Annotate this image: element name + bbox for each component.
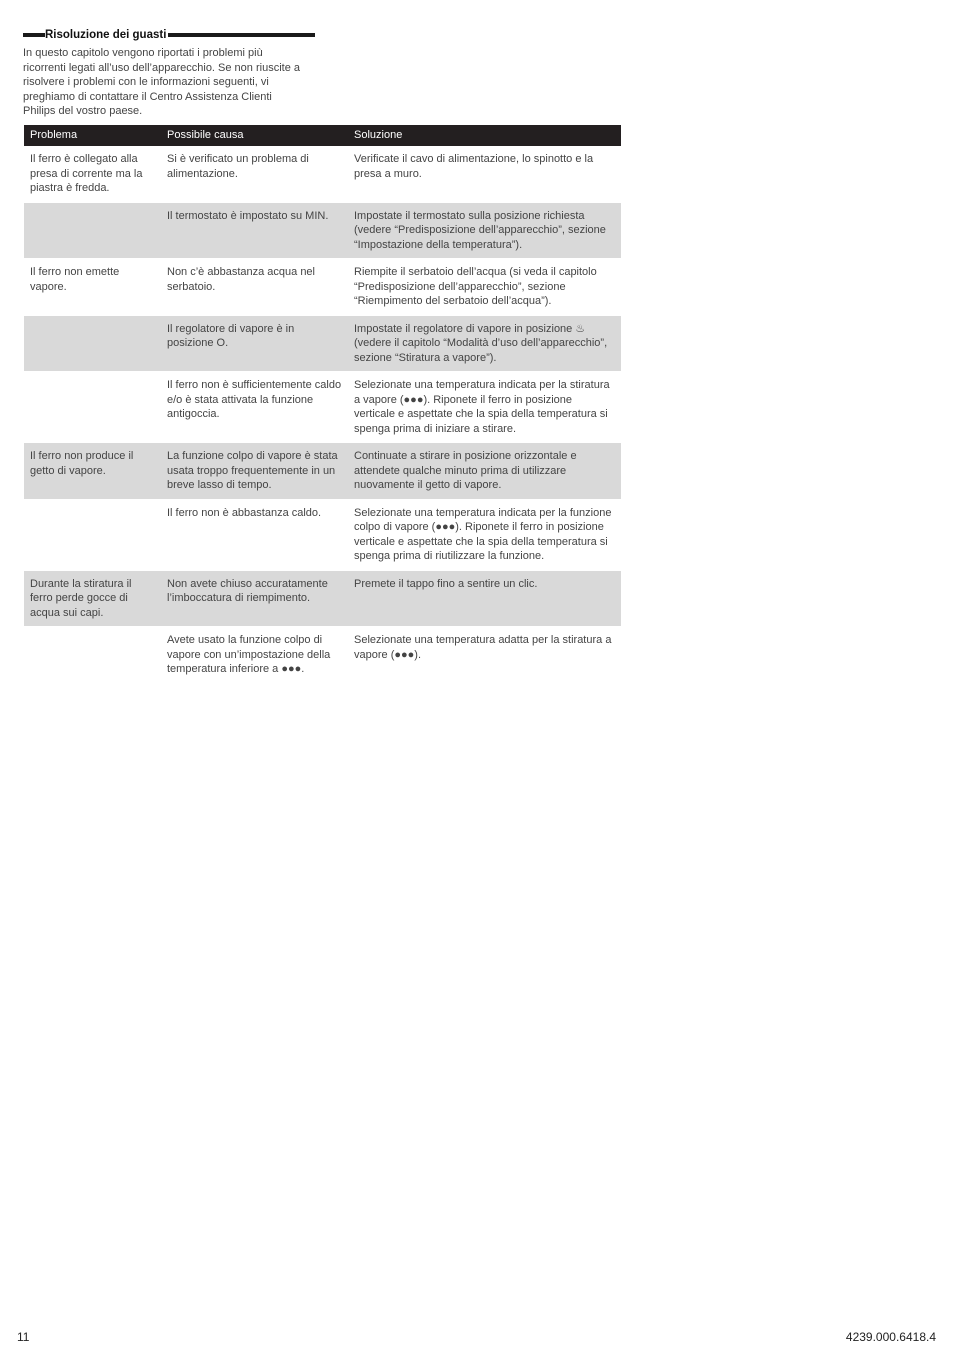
intro-paragraph: In questo capitolo vengono riportati i problemi più ricorrenti legati all’uso dell’apparecchio. Se non riuscite a risolvere i problemi con le informazioni seguenti, vi preghiamo di contattare il Centro Assistenza Clienti Philips del vostro paese. <box>23 47 300 117</box>
problem-cell <box>24 202 161 259</box>
table-row <box>24 570 621 627</box>
solution-cell: Impostate il termostato sulla posizione richiesta (vedere “Predisposizione dell’apparecchio”, sezione “Impostazione della temperatura”). <box>348 202 621 259</box>
cause-cell: Il regolatore di vapore è in posizione O. <box>161 315 348 372</box>
table-row <box>24 202 621 259</box>
section-title: Risoluzione dei guasti <box>45 29 167 41</box>
problem-cell: Il ferro non produce il getto di vapore. <box>24 443 161 500</box>
page-number: 11 <box>17 1330 30 1344</box>
cause-cell: La funzione colpo di vapore è stata usata troppo frequentemente in un breve lasso di tempo. <box>161 443 348 500</box>
table-row <box>24 146 621 202</box>
table-row <box>24 627 621 684</box>
solution-cell: Selezionate una temperatura indicata per la funzione colpo di vapore (●●●). Riponete il ferro in posizione verticale e aspettate che la spia della temperatura si spenga prima di riutilizzare la funzione. <box>348 499 621 570</box>
problem-cell <box>24 315 161 372</box>
problem-cell: Durante la stiratura il ferro perde gocce di acqua sui capi. <box>24 570 161 627</box>
cause-cell: Il ferro non è abbastanza caldo. <box>161 499 348 570</box>
problem-cell: Il ferro è collegato alla presa di corrente ma la piastra è fredda. <box>24 146 161 202</box>
solution-cell: Riempite il serbatoio dell’acqua (si veda il capitolo “Predisposizione dell’apparecchio”, sezione “Riempimento del serbatoio dell’acqua”). <box>348 259 621 316</box>
cause-cell: Il termostato è impostato su MIN. <box>161 202 348 259</box>
table-header-row <box>24 125 621 146</box>
solution-cell: Impostate il regolatore di vapore in posizione ♨ (vedere il capitolo “Modalità d’uso dell’apparecchio”, sezione “Stiratura a vapore”). <box>348 315 621 372</box>
header-solution: Soluzione <box>348 125 621 146</box>
cause-cell: Il ferro non è sufficientemente caldo e/o è stata attivata la funzione antigoccia. <box>161 372 348 443</box>
solution-cell: Verificate il cavo di alimentazione, lo spinotto e la presa a muro. <box>348 146 621 202</box>
solution-cell: Continuate a stirare in posizione orizzontale e attendete qualche minuto prima di utilizzare nuovamente il getto di vapore. <box>348 443 621 500</box>
table-row <box>24 372 621 443</box>
table-row <box>24 259 621 316</box>
table-row <box>24 315 621 372</box>
table-row <box>24 499 621 570</box>
cause-cell: Non avete chiuso accuratamente l’imboccatura di riempimento. <box>161 570 348 627</box>
table-row <box>24 443 621 500</box>
problem-cell <box>24 627 161 684</box>
cause-cell: Si è verificato un problema di alimentazione. <box>161 146 348 202</box>
solution-cell: Premete il tappo fino a sentire un clic. <box>348 570 621 627</box>
cause-cell: Non c’è abbastanza acqua nel serbatoio. <box>161 259 348 316</box>
solution-cell: Selezionate una temperatura indicata per la stiratura a vapore (●●●). Riponete il ferro in posizione verticale e aspettate che la spia della temperatura si spenga prima di iniziare a stirare. <box>348 372 621 443</box>
section-heading <box>23 28 315 42</box>
problem-cell <box>24 372 161 443</box>
problem-cell: Il ferro non emette vapore. <box>24 259 161 316</box>
document-code: 4239.000.6418.4 <box>845 1330 936 1344</box>
heading-rule-left <box>23 33 45 37</box>
header-cause: Possibile causa <box>161 125 348 146</box>
solution-cell: Selezionate una temperatura adatta per la stiratura a vapore (●●●). <box>348 627 621 684</box>
header-problem: Problema <box>24 125 161 146</box>
cause-cell: Avete usato la funzione colpo di vapore con un’impostazione della temperatura inferiore a ●●●. <box>161 627 348 684</box>
troubleshooting-table <box>24 125 621 684</box>
heading-rule-right <box>168 33 315 37</box>
problem-cell <box>24 499 161 570</box>
